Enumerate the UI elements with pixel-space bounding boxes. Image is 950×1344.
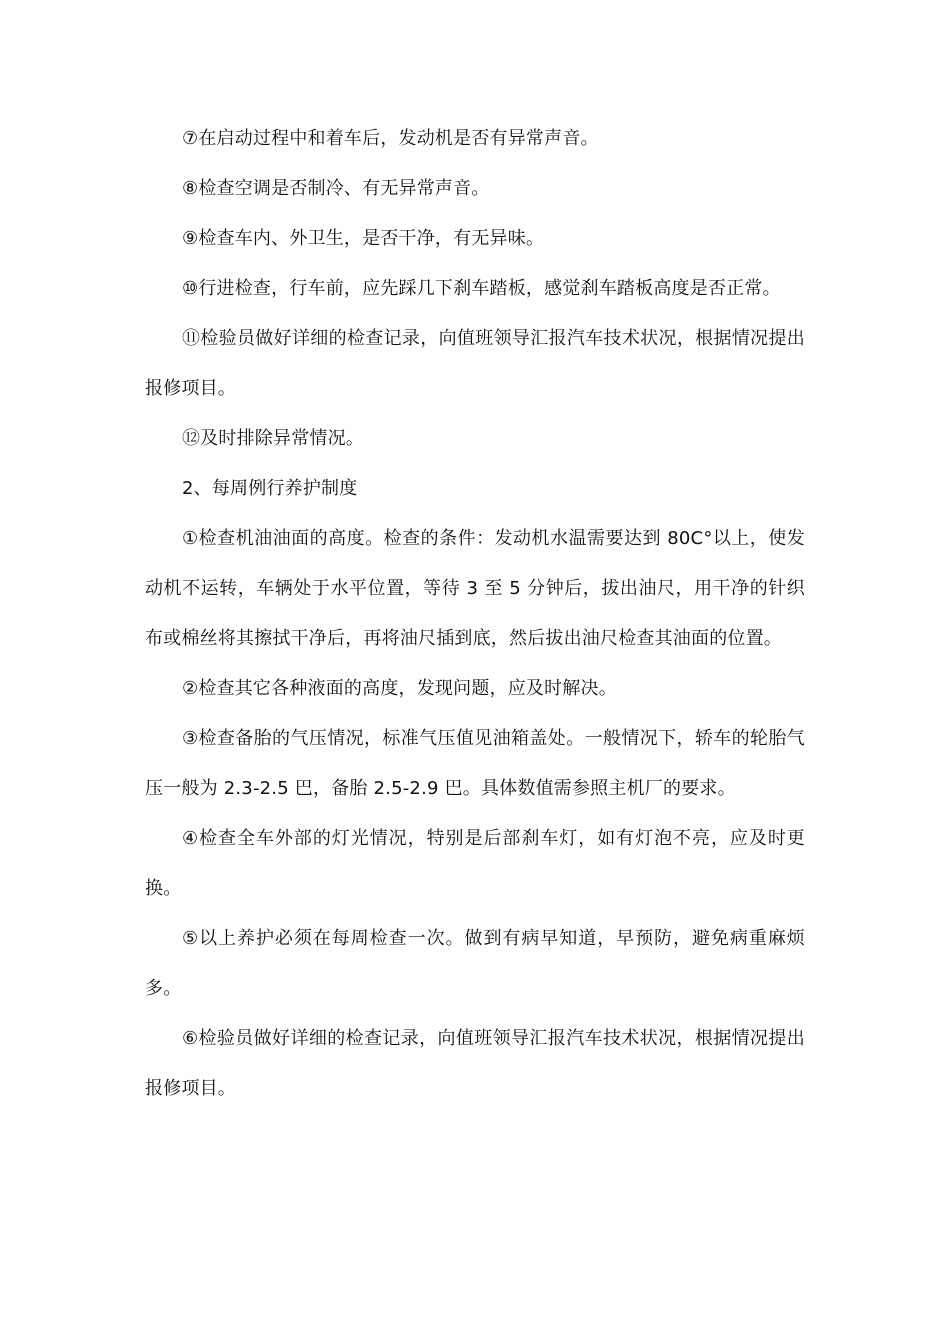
weekly-item-3: ③检查备胎的气压情况，标准气压值见油箱盖处。一般情况下，轿车的轮胎气压一般为 2.3-2.5 巴，备胎 2.5-2.9 巴。具体数值需参照主机厂的要求。 (145, 728, 805, 799)
weekly-item-4: ④检查全车外部的灯光情况，特别是后部刹车灯，如有灯泡不亮，应及时更换。 (145, 828, 805, 899)
section-heading-weekly-maintenance: 2、每周例行养护制度 (182, 478, 358, 499)
document-body (145, 114, 805, 1114)
weekly-item-5: ⑤以上养护必须在每周检查一次。做到有病早知道，早预防，避免病重麻烦多。 (145, 928, 805, 999)
paragraph-item-11: ⑪检验员做好详细的检查记录，向值班领导汇报汽车技术状况，根据情况提出报修项目。 (145, 328, 805, 399)
weekly-item-2: ②检查其它各种液面的高度，发现问题，应及时解决。 (182, 678, 617, 699)
weekly-item-1: ①检查机油油面的高度。检查的条件：发动机水温需要达到 80C°以上，使发动机不运转，车辆处于水平位置，等待 3 至 5 分钟后，拔出油尺，用干净的针织布或棉丝将其擦拭干净后，再将油尺插到底，然后拔出油尺检查其油面的位置。 (145, 528, 805, 649)
paragraph-item-9: ⑨检查车内、外卫生，是否干净，有无异味。 (182, 228, 545, 249)
weekly-item-6: ⑥检验员做好详细的检查记录，向值班领导汇报汽车技术状况，根据情况提出报修项目。 (145, 1028, 805, 1099)
paragraph-item-12: ⑫及时排除异常情况。 (182, 428, 364, 449)
paragraph-item-10: ⑩行进检查，行车前，应先踩几下刹车踏板，感觉刹车踏板高度是否正常。 (182, 278, 781, 299)
paragraph-item-7: ⑦在启动过程中和着车后，发动机是否有异常声音。 (182, 128, 599, 149)
paragraph-item-8: ⑧检查空调是否制冷、有无异常声音。 (182, 178, 490, 199)
